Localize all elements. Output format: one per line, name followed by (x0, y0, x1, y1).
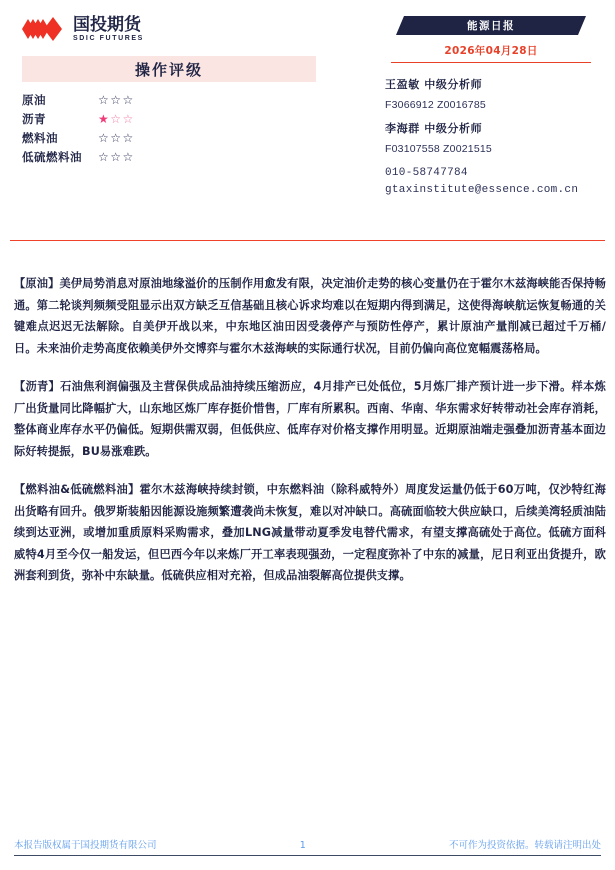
footer-page-number: 1 (299, 839, 306, 851)
company-logo (22, 14, 322, 44)
rating-label: 原油 (22, 92, 46, 107)
banner-label: 能源日报 (467, 20, 515, 32)
analyst-license-code: F3066912 Z0016785 (385, 99, 486, 111)
logo-chinese-name: 国投期货 (73, 14, 141, 35)
analyst-name: 李海群 中级分析师 (385, 122, 483, 135)
footer-copyright: 本报告版权属于国投期货有限公司 (14, 839, 157, 851)
contact-block (385, 167, 597, 196)
rating-label: 沥青 (22, 111, 46, 126)
report-body (14, 262, 606, 604)
rating-label: 燃料油 (22, 130, 58, 145)
rating-row-crude-oil (22, 90, 316, 109)
footer-divider (14, 855, 601, 856)
header-left-column (22, 14, 322, 166)
rating-row-low-sulfur-fuel-oil (22, 147, 316, 166)
footer-disclaimer: 不可作为投资依据。转载请注明出处 (448, 839, 601, 851)
paragraph-crude-oil: 【原油】美伊局势消息对原油地缘溢价的压制作用愈发有限，决定油价走势的核心变量仍在于霍尔木兹海峡能否保持畅通。第二轮谈判频频受阻显示出双方缺乏互信基础且核心诉求均难以在短期内得到满足，这使得海峡航运恢复畅通的关键难点迟迟无法解除。自美伊开战以来，中东地区油田因受袭停产与预防性停产，累计原油产量削减已超过千万桶/日。未来油价走势高度依赖美伊外交博弈与霍尔木兹海峡的实际通行状况，目前仍偏向高位宽幅震荡格局。 (14, 277, 606, 355)
rating-row-fuel-oil (22, 128, 316, 147)
contact-phone: 010-58747784 (385, 167, 468, 179)
report-date-container (391, 41, 591, 63)
rating-panel-title: 操作评级 (134, 60, 203, 79)
header-right-column (385, 16, 597, 201)
rating-stars: ★☆☆ (98, 111, 135, 126)
analyst-list (385, 76, 597, 155)
sdic-logo-icon (22, 16, 68, 42)
report-header (0, 0, 615, 240)
report-type-banner (396, 16, 586, 35)
logo-english-name: SDIC FUTURES (73, 34, 144, 42)
rating-stars: ☆☆☆ (98, 92, 135, 107)
rating-row-bitumen (22, 109, 316, 128)
paragraph-bitumen: 【沥青】石油焦利润偏强及主营保供成品油持续压缩沥应，4月排产已处低位，5月炼厂排产预计进一步下滑。样本炼厂出货量同比降幅扩大，山东地区炼厂库存挺价惜售，厂库有所累积。西南、华南、华东需求好转带动社会库存消耗，整体商业库存水平仍偏低。短期供需双弱，但低供应、低库存对价格支撑作用明显。近期原油端走强叠加沥青基本面边际好转提振，BU易涨难跌。 (14, 380, 606, 458)
footer-row (14, 837, 601, 855)
header-divider (10, 240, 605, 241)
rating-stars: ☆☆☆ (98, 149, 135, 164)
logo-wordmark (73, 14, 144, 42)
rating-stars: ☆☆☆ (98, 130, 135, 145)
page-footer (14, 837, 601, 856)
analyst-license-code: F03107558 Z0021515 (385, 143, 492, 155)
paragraph-fuel-oil: 【燃料油&低硫燃料油】霍尔木兹海峡持续封锁，中东燃料油（除科威特外）周度发运量仍低于60万吨，仅沙特红海出货略有回升。俄罗斯装船因能源设施频繁遭袭尚未恢复，难以对冲缺口。高硫面临较大供应缺口，后续美湾轻质油陆续到达亚洲，或增加重质原料采购需求，叠加LNG减量带动夏季发电替代需求，有望支撑高硫处于高位。低硫方面科威特4月至今仅一船发运，但巴西今年以来炼厂开工率表现强劲，一定程度弥补了中东的减量，尼日利亚出货提升，欧洲套利到货，弥补中东缺量。低硫供应相对充裕，但成品油裂解高位提供支撑。 (14, 483, 606, 583)
analyst-name: 王盈敏 中级分析师 (385, 78, 483, 91)
report-date: 2026年04月28日 (444, 45, 538, 57)
contact-email[interactable]: gtaxinstitute@essence.com.cn (385, 184, 579, 196)
rating-panel-title-bar (22, 56, 316, 82)
rating-table (22, 90, 316, 166)
rating-label: 低硫燃料油 (22, 149, 82, 164)
